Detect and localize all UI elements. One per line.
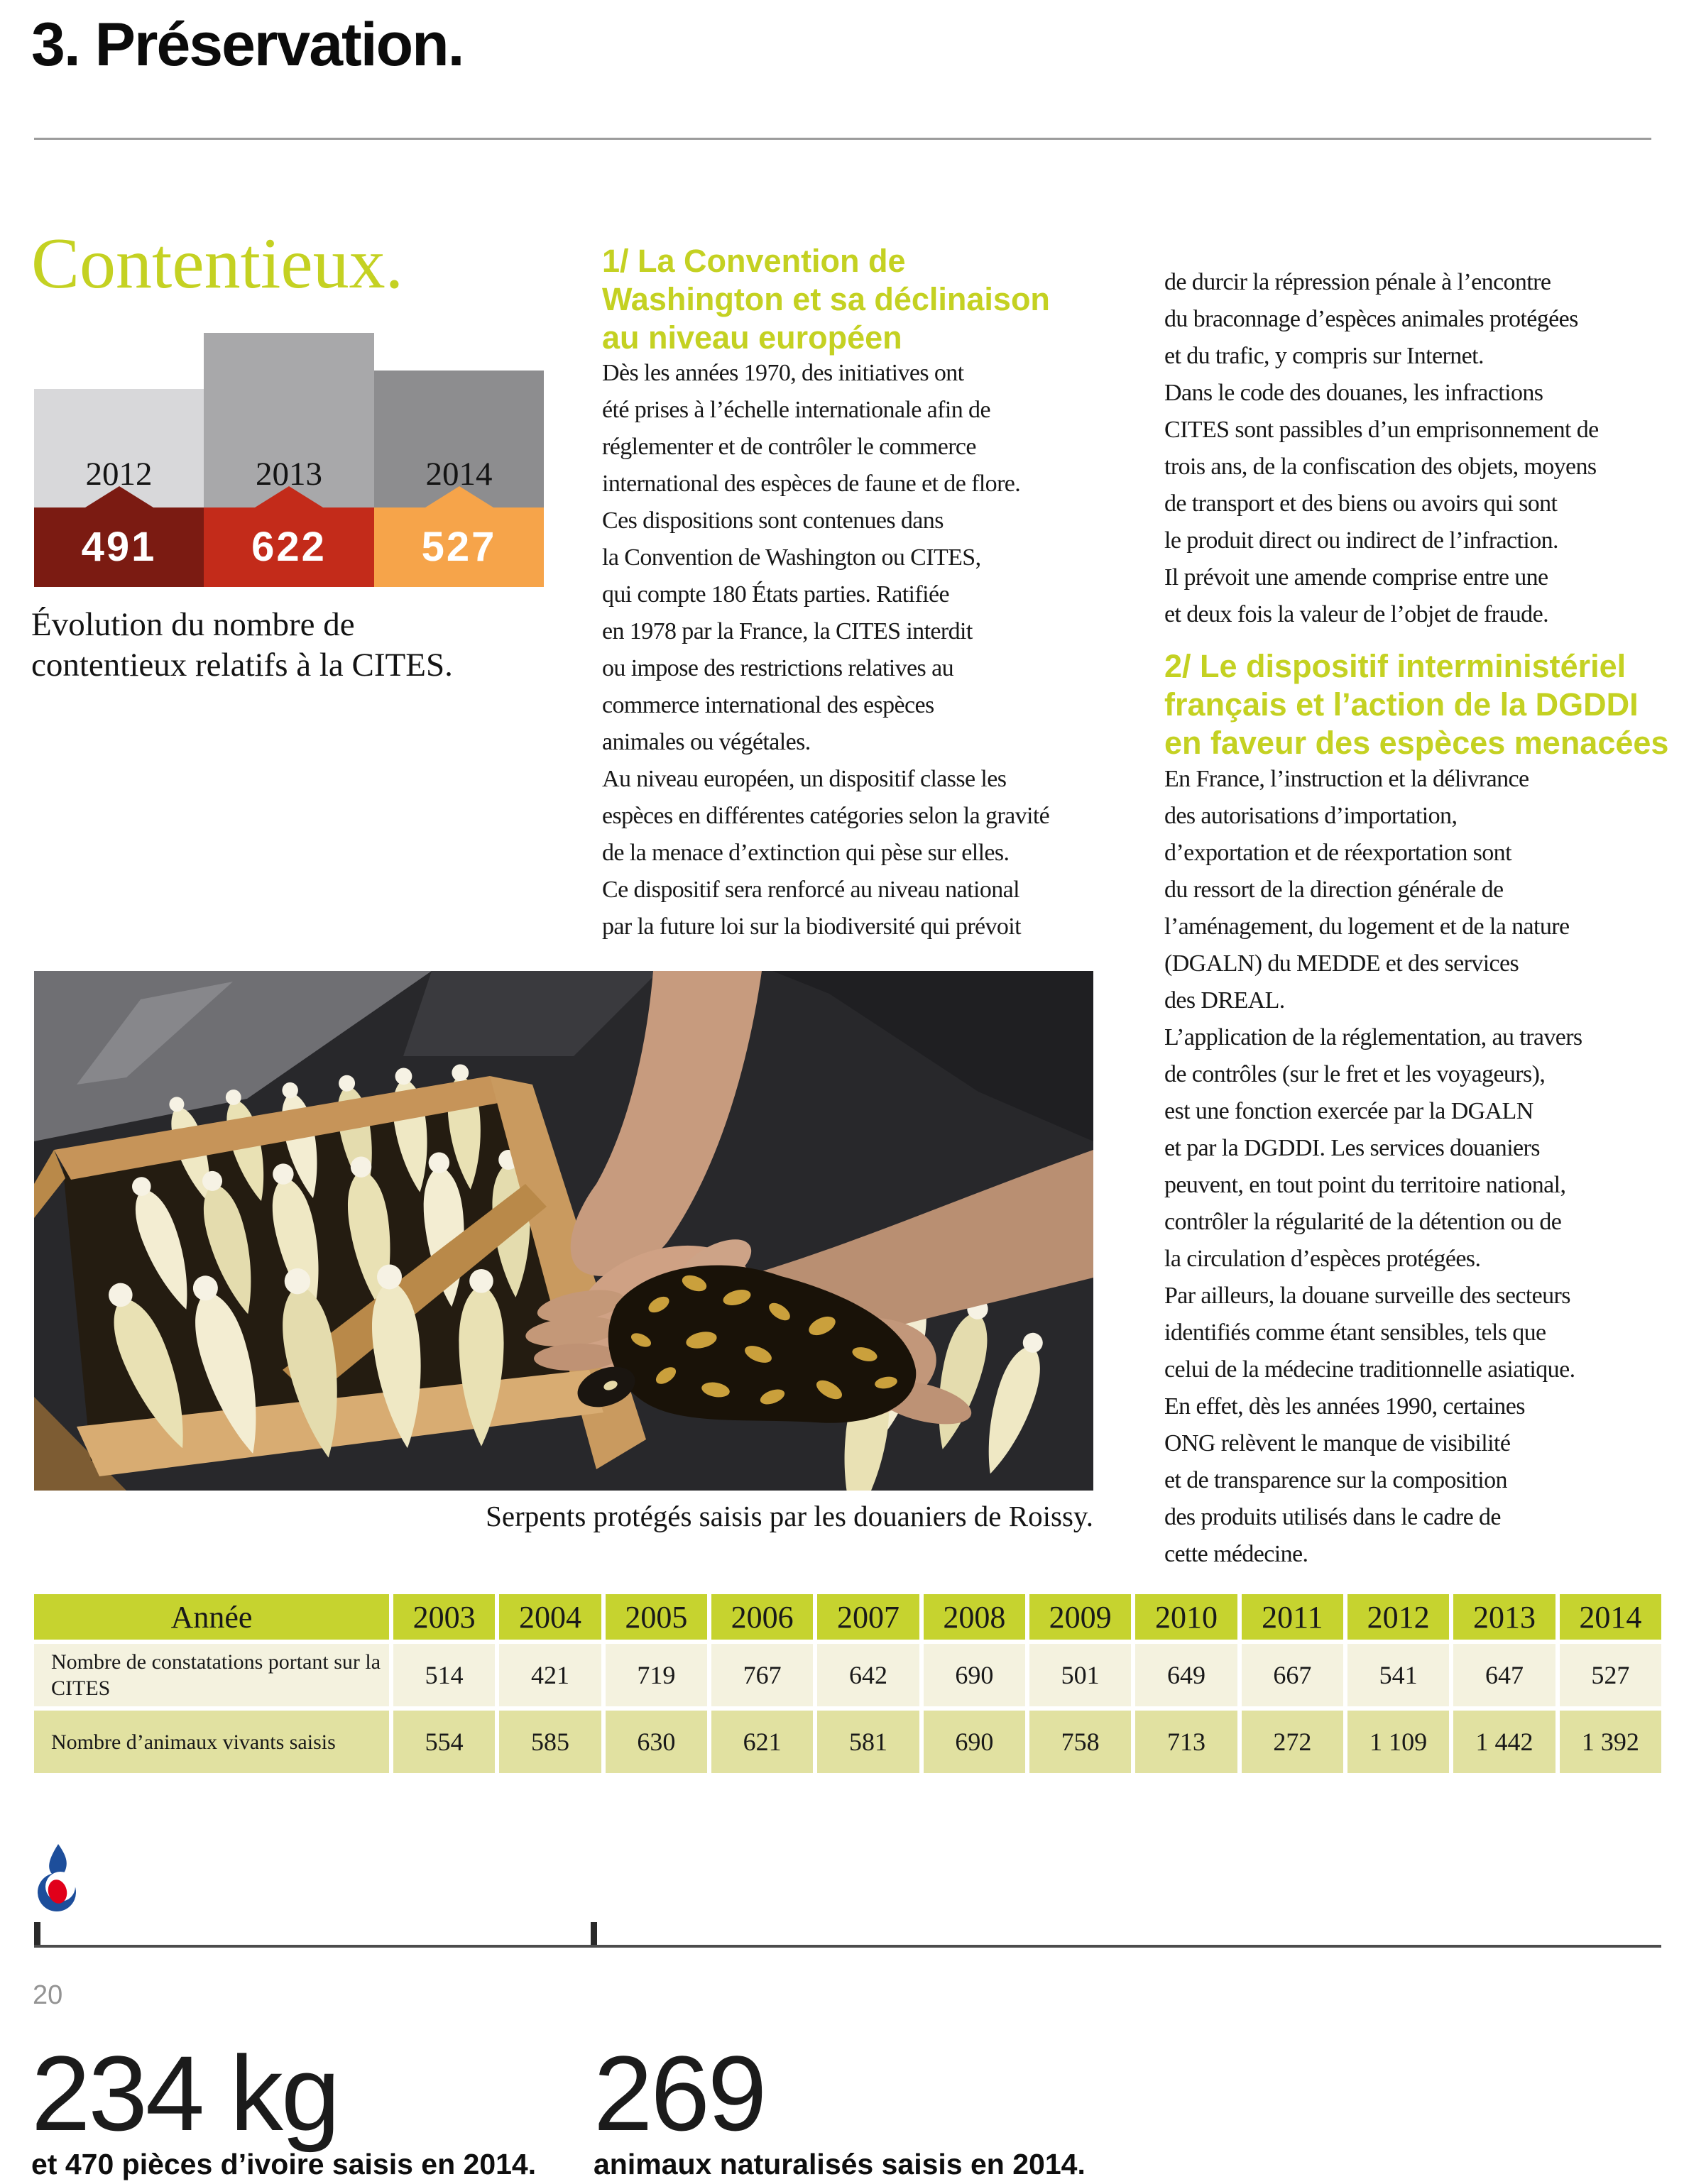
table-header-row	[34, 1594, 1661, 1640]
text-line: espèces en différentes catégories selon la gravité	[602, 803, 1050, 829]
value-cell: 758	[1029, 1711, 1131, 1773]
year-header-cell: 2005	[606, 1594, 707, 1640]
value-block-notch	[255, 486, 323, 507]
bar-2013	[204, 333, 374, 587]
bar-2014	[374, 333, 544, 587]
photo-seized-snakes	[34, 971, 1093, 1491]
text-line: Dans le code des douanes, les infractions	[1164, 380, 1543, 406]
page-number: 20	[33, 1980, 63, 2010]
bar-year-label: 2013	[256, 456, 322, 493]
value-cell: 514	[393, 1644, 495, 1706]
text-line: et de transparence sur la composition	[1164, 1467, 1507, 1493]
text-line: des DREAL.	[1164, 987, 1285, 1014]
chart-caption	[31, 605, 564, 686]
value-cell: 421	[499, 1644, 601, 1706]
year-header-cell: 2007	[817, 1594, 919, 1640]
stat-caption: animaux naturalisés saisis en 2014.	[594, 2148, 1086, 2180]
text-line: Dès les années 1970, des initiatives ont	[602, 360, 964, 386]
text-line: en 1978 par la France, la CITES interdit	[602, 618, 973, 644]
text-line: celui de la médecine traditionnelle asiatique.	[1164, 1356, 1575, 1383]
bar-value: 527	[421, 524, 497, 570]
value-cell: 585	[499, 1711, 601, 1773]
text-line: de la menace d’extinction qui pèse sur elles.	[602, 840, 1010, 866]
text-line: été prises à l’échelle internationale afin de	[602, 397, 990, 423]
bar-2014-value-block	[374, 507, 544, 587]
text-line: international des espèces de faune et de flore.	[602, 471, 1021, 497]
value-cell: 1 442	[1453, 1711, 1555, 1773]
text-line: et du trafic, y compris sur Internet.	[1164, 343, 1484, 369]
text-line: l’aménagement, du logement et de la nature	[1164, 913, 1570, 940]
text-line: (DGALN) du MEDDE et des services	[1164, 950, 1519, 977]
stat-caption: et 470 pièces d’ivoire saisis en 2014.	[31, 2148, 537, 2180]
value-cell: 621	[711, 1711, 813, 1773]
stat-divider-tick	[34, 1922, 40, 1948]
stat-divider-tick	[591, 1922, 597, 1948]
text-line: est une fonction exercée par la DGALN	[1164, 1098, 1533, 1124]
text-line: du ressort de la direction générale de	[1164, 877, 1504, 903]
value-block-notch	[85, 486, 153, 507]
text-line: Ce dispositif sera renforcé au niveau national	[602, 877, 1019, 903]
heading-line: français et l’action de la DGDDI	[1164, 686, 1639, 723]
value-cell: 690	[924, 1711, 1025, 1773]
bar-2013-gray	[204, 333, 374, 507]
annee-header-cell: Année	[34, 1594, 389, 1640]
text-line: de contrôles (sur le fret et les voyageurs),	[1164, 1061, 1546, 1087]
year-header-cell: 2006	[711, 1594, 813, 1640]
text-line: commerce international des espèces	[602, 692, 934, 718]
text-line: cette médecine.	[1164, 1541, 1308, 1567]
row-label: Nombre d’animaux vivants saisis	[34, 1711, 389, 1773]
value-cell: 667	[1242, 1644, 1343, 1706]
value-cell: 554	[393, 1711, 495, 1773]
bar-2012-value-block	[34, 507, 204, 587]
stat-naturalized-animals	[594, 2034, 1086, 2181]
year-header-cell: 2013	[1453, 1594, 1555, 1640]
value-cell: 581	[817, 1711, 919, 1773]
text-line: animales ou végétales.	[602, 729, 811, 755]
value-cell: 527	[1560, 1644, 1661, 1706]
text-line: réglementer et de contrôler le commerce	[602, 434, 976, 460]
row-label: Nombre de constatations portant sur la CITES	[34, 1644, 389, 1706]
text-line: peuvent, en tout point du territoire national,	[1164, 1172, 1566, 1198]
cites-data-table	[34, 1594, 1661, 1777]
heading-line: 2/ Le dispositif interministériel	[1164, 648, 1626, 684]
year-header-cell: 2014	[1560, 1594, 1661, 1640]
table-row-animaux	[34, 1711, 1661, 1773]
value-cell: 649	[1135, 1644, 1237, 1706]
text-line: des produits utilisés dans le cadre de	[1164, 1504, 1501, 1530]
text-line: CITES sont passibles d’un emprisonnement de	[1164, 417, 1599, 443]
text-line: des autorisations d’importation,	[1164, 803, 1458, 829]
bar-2013-value-block	[204, 507, 374, 587]
year-header-cell: 2003	[393, 1594, 495, 1640]
text-line: par la future loi sur la biodiversité qui prévoit	[602, 913, 1021, 940]
chart-caption-line: contentieux relatifs à la CITES.	[31, 647, 453, 684]
year-header-cell: 2008	[924, 1594, 1025, 1640]
value-cell: 1 392	[1560, 1711, 1661, 1773]
heading-line: 1/ La Convention de	[602, 243, 906, 279]
bar-year-label: 2012	[85, 456, 153, 493]
value-cell: 690	[924, 1644, 1025, 1706]
value-cell: 767	[711, 1644, 813, 1706]
photo-caption: Serpents protégés saisis par les douaniers de Roissy.	[486, 1500, 1093, 1532]
bar-value: 491	[81, 524, 157, 570]
text-line: trois ans, de la confiscation des objets, moyens	[1164, 454, 1597, 480]
article-heading-1	[602, 242, 1050, 357]
year-header-cell: 2012	[1347, 1594, 1449, 1640]
text-line: Ces dispositions sont contenues dans	[602, 507, 944, 534]
article-2-text	[1164, 761, 1582, 1573]
value-block-notch	[425, 486, 493, 507]
value-cell: 642	[817, 1644, 919, 1706]
value-cell: 1 109	[1347, 1711, 1449, 1773]
table-row-constatations	[34, 1644, 1661, 1706]
stat-ivory	[31, 2034, 537, 2181]
bar-2012	[34, 333, 204, 587]
header-divider	[34, 138, 1651, 140]
text-line: ONG relèvent le manque de visibilité	[1164, 1430, 1511, 1456]
text-line: identifiés comme étant sensibles, tels que	[1164, 1319, 1546, 1346]
article-1-text	[602, 355, 1049, 945]
text-line: et par la DGDDI. Les services douaniers	[1164, 1135, 1540, 1161]
value-cell: 630	[606, 1711, 707, 1773]
value-cell: 647	[1453, 1644, 1555, 1706]
value-cell: 713	[1135, 1711, 1237, 1773]
snakes-crate-illustration	[34, 971, 1093, 1491]
bar-value: 622	[251, 524, 327, 570]
text-line: de durcir la répression pénale à l’encontre	[1164, 269, 1551, 295]
value-cell: 272	[1242, 1711, 1343, 1773]
text-line: ou impose des restrictions relatives au	[602, 655, 953, 681]
heading-line: en faveur des espèces menacées	[1164, 725, 1669, 761]
text-line: la circulation d’espèces protégées.	[1164, 1246, 1481, 1272]
text-line: et deux fois la valeur de l’objet de fraude.	[1164, 601, 1548, 627]
page-title: 3. Préservation.	[31, 11, 464, 79]
text-line: du braconnage d’espèces animales protégées	[1164, 306, 1578, 332]
text-line: En France, l’instruction et la délivrance	[1164, 766, 1529, 792]
value-cell: 501	[1029, 1644, 1131, 1706]
bar-year-label: 2014	[425, 456, 493, 493]
year-header-cell: 2004	[499, 1594, 601, 1640]
text-line: Au niveau européen, un dispositif classe les	[602, 766, 1007, 792]
text-line: de transport et des biens ou avoirs qui sont	[1164, 490, 1558, 517]
text-line: qui compte 180 États parties. Ratifiée	[602, 581, 949, 608]
chart-caption-line: Évolution du nombre de	[31, 606, 355, 643]
contentieux-bar-chart	[34, 333, 544, 587]
value-cell: 719	[606, 1644, 707, 1706]
stat-value: 269	[594, 2034, 765, 2153]
value-cell: 541	[1347, 1644, 1449, 1706]
article-heading-2	[1164, 647, 1668, 762]
heading-line: Washington et sa déclinaison	[602, 281, 1050, 317]
text-line: d’exportation et de réexportation sont	[1164, 840, 1511, 866]
heading-line: au niveau européen	[602, 319, 902, 356]
article-1-text-continued	[1164, 264, 1599, 633]
french-customs-flame-logo	[31, 1843, 84, 1914]
text-line: la Convention de Washington ou CITES,	[602, 544, 981, 571]
section-heading-contentieux: Contentieux.	[31, 224, 404, 304]
text-line: le produit direct ou indirect de l’infraction.	[1164, 527, 1558, 554]
footer-divider	[34, 1945, 1661, 1948]
text-line: contrôler la régularité de la détention ou de	[1164, 1209, 1562, 1235]
year-header-cell: 2011	[1242, 1594, 1343, 1640]
text-line: Par ailleurs, la douane surveille des secteurs	[1164, 1283, 1570, 1309]
stat-value: 234 kg	[31, 2034, 339, 2153]
text-line: En effet, dès les années 1990, certaines	[1164, 1393, 1525, 1420]
text-line: L’application de la réglementation, au travers	[1164, 1024, 1582, 1050]
text-line: Il prévoit une amende comprise entre une	[1164, 564, 1548, 591]
year-header-cell: 2009	[1029, 1594, 1131, 1640]
year-header-cell: 2010	[1135, 1594, 1237, 1640]
